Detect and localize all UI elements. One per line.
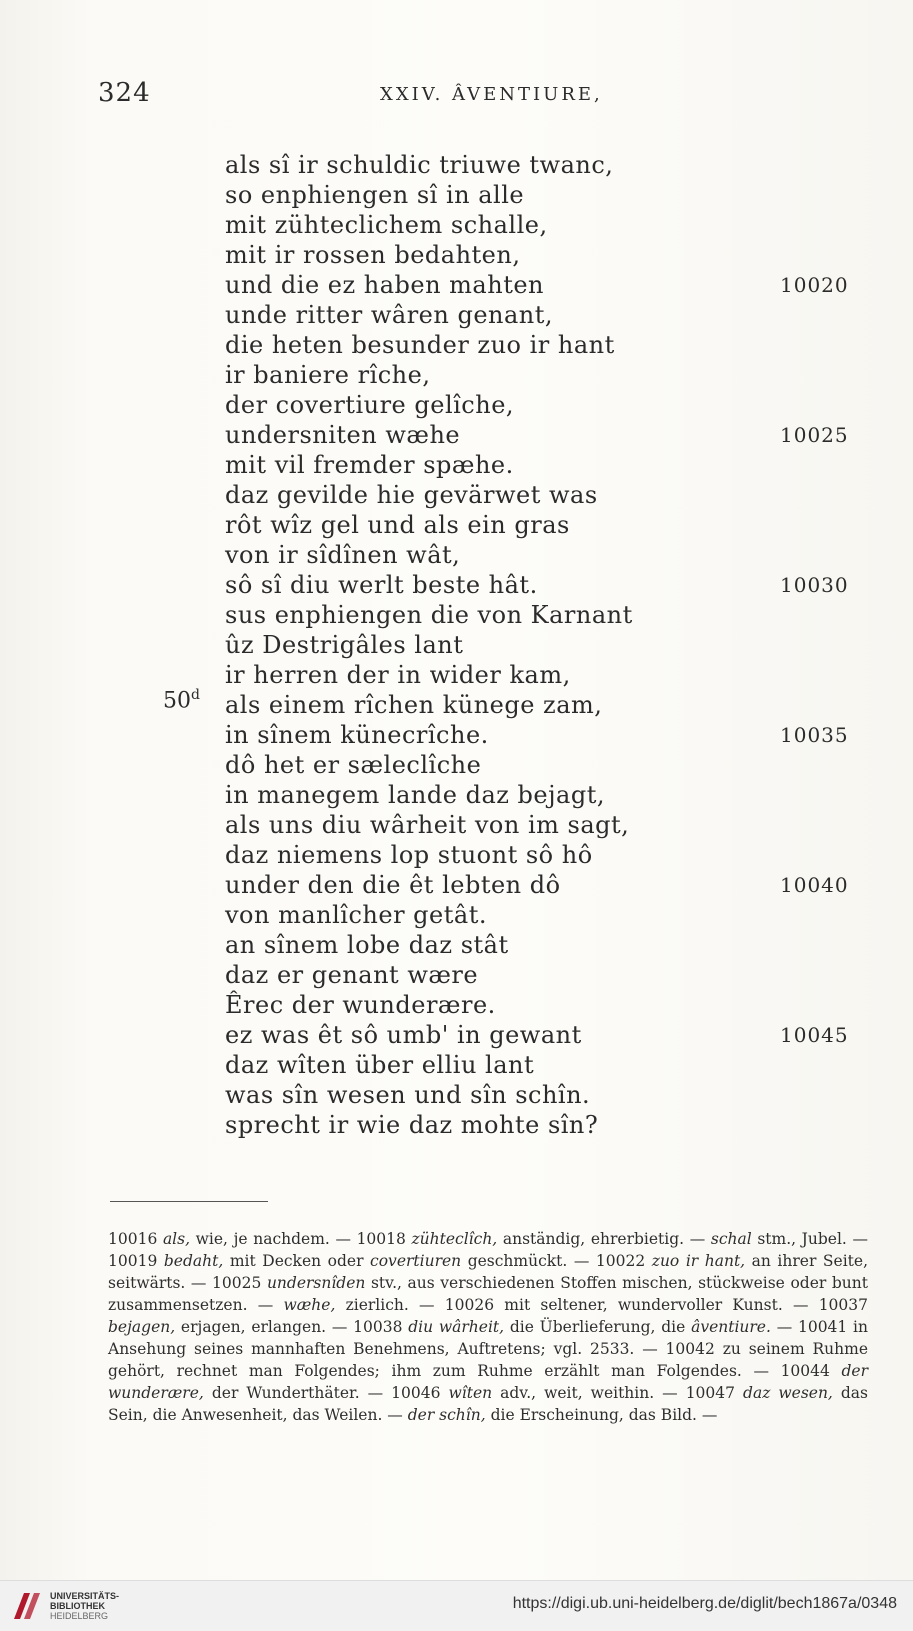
footnote-term: als, xyxy=(162,1230,191,1248)
verse-line: sô sî diu werlt beste hât. xyxy=(225,571,538,599)
footnote-term: undersnîden xyxy=(266,1274,366,1292)
footnote-text: an ihrer Seite, seitwärts. — 10025 xyxy=(108,1252,868,1292)
verse-line: unde ritter wâren genant, xyxy=(225,301,554,329)
verse-line: sus enphiengen die von Karnant xyxy=(225,601,633,629)
verse-line: daz gevilde hie gevärwet was xyxy=(225,481,598,509)
verse-line: in sînem künecrîche. xyxy=(225,721,489,749)
footnote-text: stm., Jubel. — 10019 xyxy=(108,1230,868,1270)
footnotes xyxy=(108,1228,868,1426)
verse-line: sprecht ir wie daz mohte sîn? xyxy=(225,1111,599,1139)
verse-line: als einem rîchen künege zam, xyxy=(225,691,603,719)
verse-line: mit vil fremder spæhe. xyxy=(225,451,514,479)
folio-column: d xyxy=(191,687,200,703)
library-logo-text[interactable] xyxy=(50,1591,119,1621)
verse-line: ir baniere rîche, xyxy=(225,361,431,389)
verse-line: Êrec der wunderære. xyxy=(225,991,496,1019)
footnote-text: wie, je nachdem. — 10018 xyxy=(190,1230,412,1248)
footnote-text: adv., weit, weithin. — 10047 xyxy=(492,1384,744,1402)
verse-line: so enphiengen sî in alle xyxy=(225,181,525,209)
verse-line: der covertiure gelîche, xyxy=(225,391,515,419)
verse-line: von ir sîdînen wât, xyxy=(225,541,461,569)
line-number: 10045 xyxy=(780,1023,849,1047)
manuscript-folio-marker xyxy=(163,680,200,716)
logo-line: HEIDELBERG xyxy=(50,1611,109,1621)
permalink-url[interactable]: https://digi.ub.uni-heidelberg.de/diglit/bech1867a/0348 xyxy=(512,1595,897,1612)
verse-line: mit zühteclichem schalle, xyxy=(225,211,548,239)
footnote-text: 10016 xyxy=(108,1230,163,1248)
verse-line: under den die êt lebten dô xyxy=(225,871,561,899)
footnote-term: der wunderære, xyxy=(108,1362,868,1402)
footnote-term: âventiure. xyxy=(691,1318,771,1336)
footnote-term: daz wesen, xyxy=(743,1384,833,1402)
footnote-term: diu wârheit, xyxy=(408,1318,505,1336)
footnote-term: bedaht, xyxy=(163,1252,224,1270)
footnote-text: die Überlieferung, die xyxy=(504,1318,692,1336)
verse-line: daz er genant wære xyxy=(225,961,479,989)
verse-line: ez was êt sô umb' in gewant xyxy=(225,1021,582,1049)
footnote-text: der Wunderthäter. — 10046 xyxy=(203,1384,449,1402)
verse-line: die heten besunder zuo ir hant xyxy=(225,331,615,359)
line-number: 10035 xyxy=(780,723,849,747)
line-number: 10040 xyxy=(780,873,849,897)
verse-line: als uns diu wârheit von im sagt, xyxy=(225,811,630,839)
footnote-text: — 10041 in Ansehung seines mannhaften Benehmens, Auftretens; vgl. 2533. — 10042 zu seinem Ruhme gehört, rechnet man Folgendes; ihm zum Ruhme erzählt man Folgendes. — 10044 xyxy=(108,1318,868,1380)
verse-line: mit ir rossen bedahten, xyxy=(225,241,521,269)
page-header xyxy=(0,78,913,118)
verse-line: was sîn wesen und sîn schîn. xyxy=(225,1081,591,1109)
footnote-term: zühteclîch, xyxy=(411,1230,498,1248)
verse-line: dô het er sæleclîche xyxy=(225,751,482,779)
footnote-separator xyxy=(110,1201,268,1202)
verse-line: rôt wîz gel und als ein gras xyxy=(225,511,570,539)
footnote-term: der schîn, xyxy=(407,1406,486,1424)
footnote-text: zierlich. — 10026 mit seltener, wundervoller Kunst. — 10037 xyxy=(335,1296,868,1314)
folio-number: 50 xyxy=(163,688,191,714)
verse-line: und die ez haben mahten xyxy=(225,271,544,299)
verse-line: von manlîcher getât. xyxy=(225,901,487,929)
verse-line: ir herren der in wider kam, xyxy=(225,661,571,689)
footnote-paragraph xyxy=(108,1228,868,1426)
footnote-text: anständig, ehrerbietig. — xyxy=(497,1230,711,1248)
verse-line: undersniten wæhe xyxy=(225,421,461,449)
line-number: 10020 xyxy=(780,273,849,297)
line-number: 10025 xyxy=(780,423,849,447)
footnote-text: stv., aus verschiedenen Stoffen mischen, stückweise oder bunt zusammensetzen. — xyxy=(108,1274,868,1314)
verse-line: ûz Destrigâles lant xyxy=(225,631,464,659)
footnote-text: das Sein, die Anwesenheit, das Weilen. — xyxy=(108,1384,868,1424)
footnote-text: geschmückt. — 10022 xyxy=(461,1252,652,1270)
logo-line: BIBLIOTHEK xyxy=(50,1601,105,1611)
footnote-term: wæhe, xyxy=(283,1296,336,1314)
verse-line: als sî ir schuldic triuwe twanc, xyxy=(225,151,614,179)
footnote-term: covertiuren xyxy=(370,1252,462,1270)
library-logo-icon[interactable] xyxy=(10,1589,44,1623)
logo-line: UNIVERSITÄTS- xyxy=(50,1591,120,1601)
line-number: 10030 xyxy=(780,573,849,597)
footnote-term: schal xyxy=(710,1230,752,1248)
footnote-term: bejagen, xyxy=(108,1318,176,1336)
verse-line: an sînem lobe daz stât xyxy=(225,931,509,959)
footnote-term: wîten xyxy=(448,1384,493,1402)
verse-line: daz niemens lop stuont sô hô xyxy=(225,841,593,869)
footnote-text: mit Decken oder xyxy=(223,1252,371,1270)
footnote-term: zuo ir hant, xyxy=(651,1252,746,1270)
viewer-footer xyxy=(0,1580,913,1631)
page-number: 324 xyxy=(98,78,151,108)
running-title: XXIV. ÂVENTIURE, xyxy=(380,84,603,105)
verse-line: daz wîten über elliu lant xyxy=(225,1051,535,1079)
verse-line: in manegem lande daz bejagt, xyxy=(225,781,605,809)
footnote-text: die Erscheinung, das Bild. — xyxy=(485,1406,718,1424)
footnote-text: erjagen, erlangen. — 10038 xyxy=(175,1318,409,1336)
